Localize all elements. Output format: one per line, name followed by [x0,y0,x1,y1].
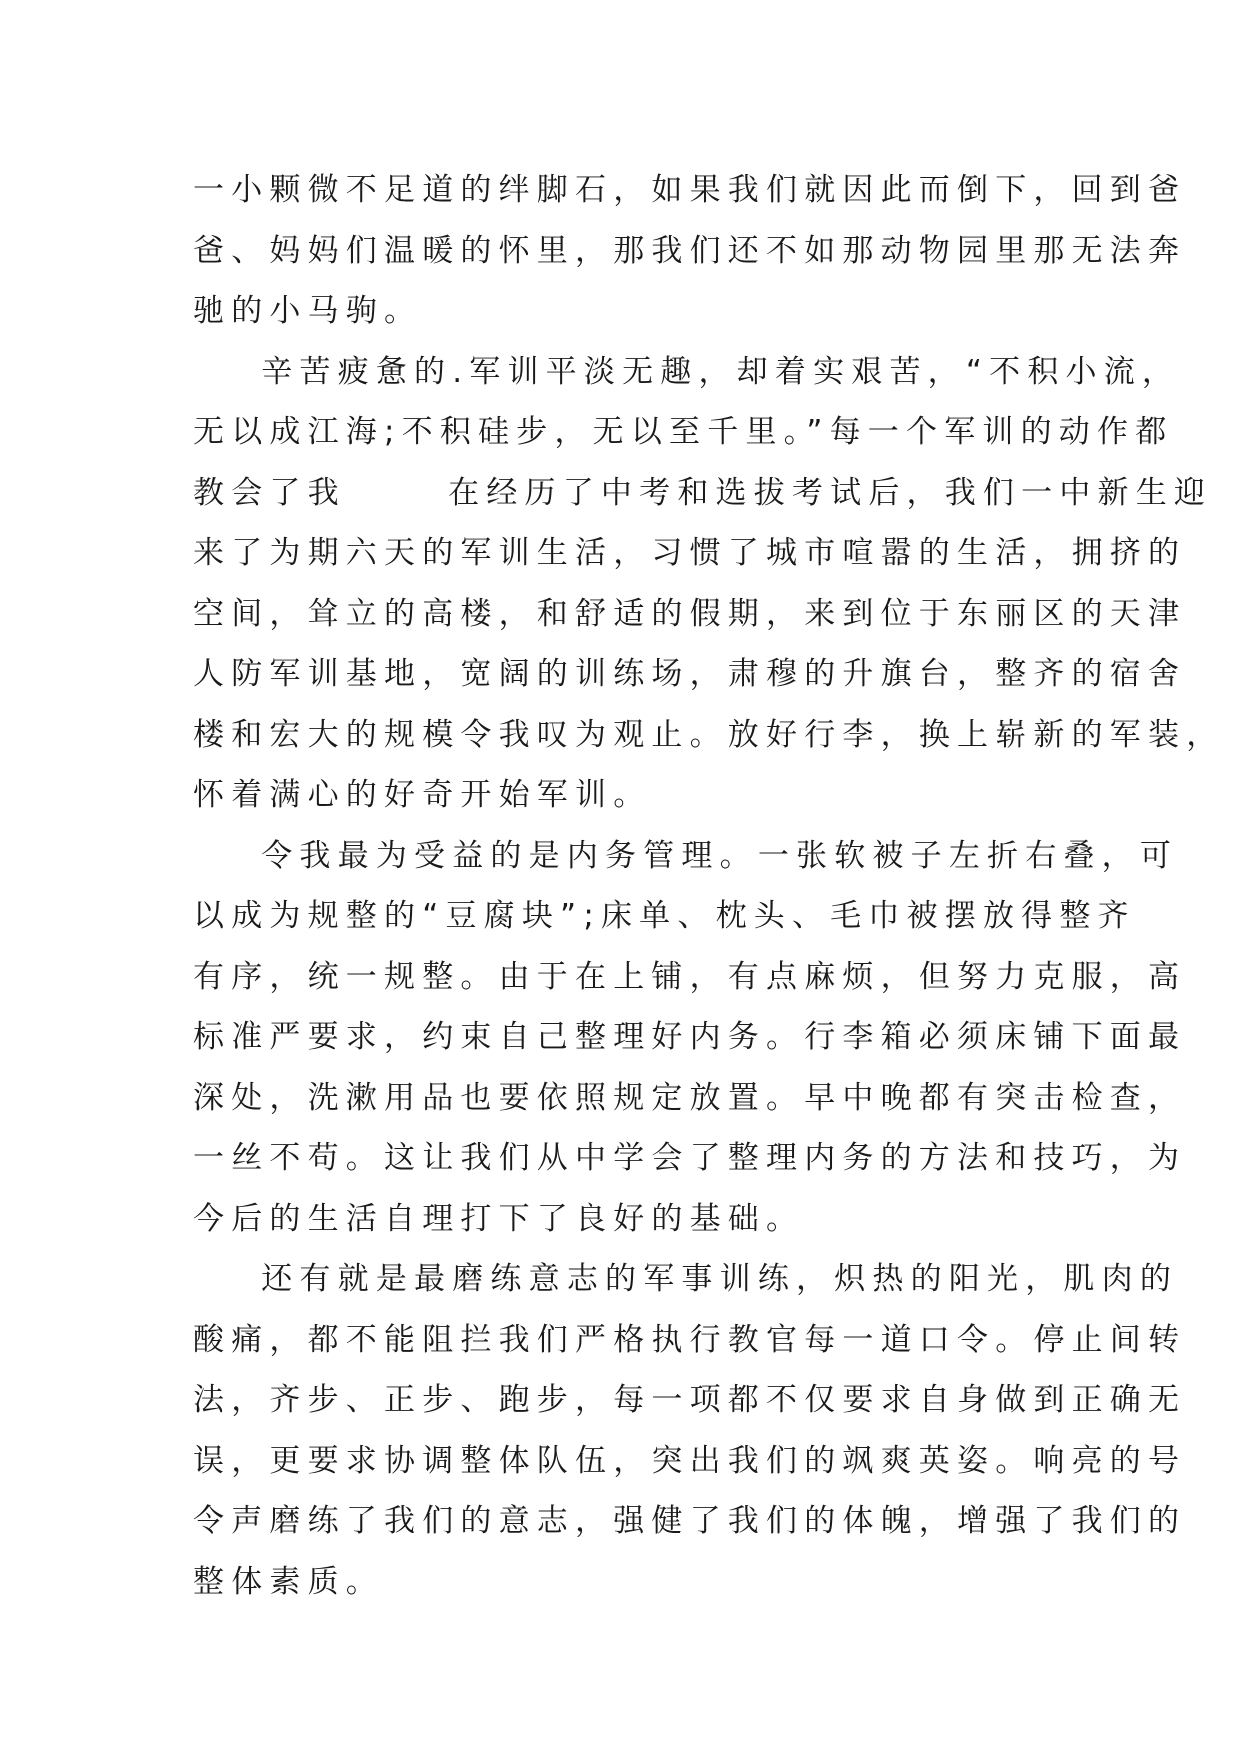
text-line: 令声磨练了我们的意志，强健了我们的体魄，增强了我们的 [193,1503,1187,1539]
text-line: 无以成江海;不积硅步，无以至千里。”每一个军训的动作都 [193,414,1174,450]
text-line: 今后的生活自理打下了良好的基础。 [193,1200,805,1237]
text-line: 深处，洗漱用品也要依照规定放置。早中晚都有突击检查， [193,1079,1187,1116]
text-line: 误，更要求协调整体队伍，突出我们的飒爽英姿。响亮的号 [193,1442,1187,1479]
text-line: 人防军训基地，宽阔的训练场，肃穆的升旗台，整齐的宿舍 [193,656,1187,692]
text-line: 教会了我 在经历了中考和选拔考试后，我们一中新生迎 [193,474,1213,511]
text-line: 令我最为受益的是内务管理。一张软被子左折右叠，可 [193,837,1179,874]
text-line: 有序，统一规整。由于在上铺，有点麻烦，但努力克服，高 [193,958,1187,995]
paragraph [193,1249,1187,1612]
text-line: 怀着满心的好奇开始军训。 [193,777,652,813]
paragraph [193,826,1187,1250]
body-text [193,160,1225,1612]
text-line: 空间，耸立的高楼，和舒适的假期，来到位于东丽区的天津 [193,595,1187,632]
text-line: 一丝不苟。这让我们从中学会了整理内务的方法和技巧，为 [193,1140,1187,1176]
text-line: 法，齐步、正步、跑步，每一项都不仅要求自身做到正确无 [193,1382,1187,1418]
paragraph [193,160,1187,342]
text-line: 驰的小马驹。 [193,293,423,329]
text-line: 辛苦疲惫的.军训平淡无趣，却着实艰苦，“不积小流， [193,353,1181,390]
text-line: 整体素质。 [193,1563,384,1600]
text-line: 一小颗微不足道的绊脚石，如果我们就因此而倒下，回到爸 [193,172,1187,208]
text-line: 标准严要求，约束自己整理好内务。行李箱必须床铺下面最 [193,1019,1187,1055]
text-line: 以成为规整的“豆腐块”;床单、枕头、毛巾被摆放得整齐 [193,898,1136,934]
text-line: 酸痛，都不能阻拦我们严格执行教官每一道口令。停止间转 [193,1321,1187,1358]
text-line: 来了为期六天的军训生活，习惯了城市喧嚣的生活，拥挤的 [193,535,1187,571]
text-line: 爸、妈妈们温暖的怀里，那我们还不如那动物园里那无法奔 [193,232,1187,269]
text-line: 楼和宏大的规模令我叹为观止。放好行李，换上崭新的军装， [193,716,1225,753]
text-line: 还有就是最磨练意志的军事训练，炽热的阳光，肌肉的 [193,1261,1179,1297]
paragraph [193,342,1225,826]
